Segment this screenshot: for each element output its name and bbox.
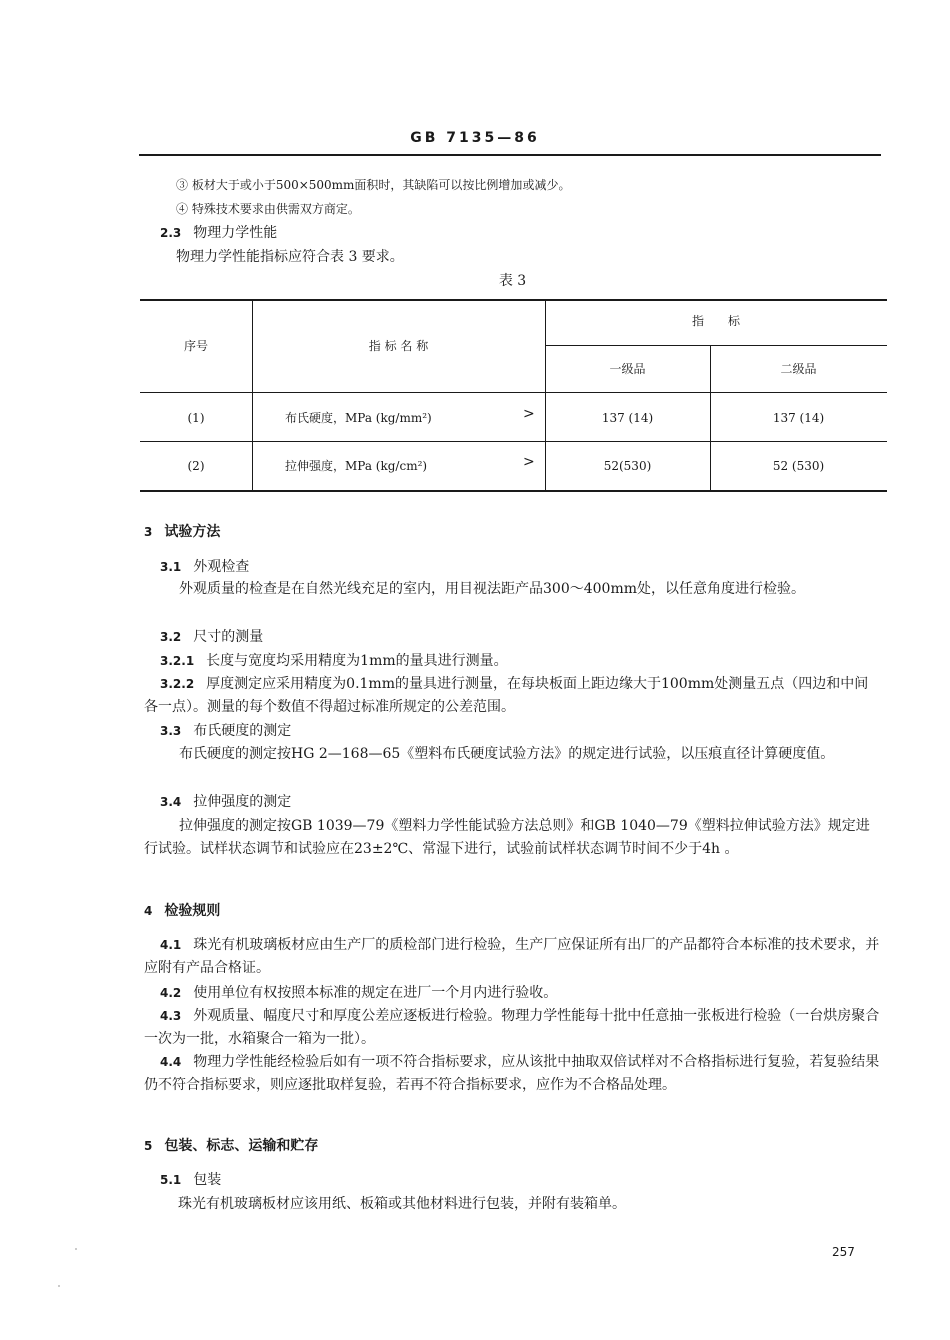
section-3-4-text: 拉伸强度的测定按GB 1039—79《塑料力学性能试验方法总则》和GB 1040—79《塑料拉伸试验方法》规定进行试验。试样状态调节和试验应在23±2℃、常湿下进行，试验前试样状态调节时间不少于4h 。 xyxy=(144,818,870,857)
section-4-3 xyxy=(144,1005,882,1051)
section-number: 4.3 xyxy=(160,1009,182,1023)
table-row-operator: > xyxy=(523,406,535,422)
section-text: 外观质量、幅度尺寸和厚度公差应逐板进行检验。物理力学性能每十批中任意抽一张板进行检验（一台烘房聚合一次为一批，水箱聚合一箱为一批）。 xyxy=(144,1008,880,1047)
section-3-2-1 xyxy=(160,650,508,672)
section-number: 4 xyxy=(144,904,153,918)
section-3-1-text: 外观质量的检查是在自然光线充足的室内，用目视法距产品300～400mm处，以任意角度进行检验。 xyxy=(179,581,805,597)
section-5-1-text: 珠光有机玻璃板材应该用纸、板箱或其他材料进行包装，并附有装箱单。 xyxy=(178,1196,626,1212)
table-header-name: 指 标 名 称 xyxy=(368,339,429,353)
standard-code-header: GB 7135—86 xyxy=(410,130,540,146)
section-title: 物理力学性能 xyxy=(193,225,278,241)
table-row-operator: > xyxy=(523,454,535,470)
section-number: 2.3 xyxy=(160,226,182,240)
section-3-4-heading xyxy=(160,791,291,813)
table-header-divider xyxy=(545,345,887,346)
section-title: 包装 xyxy=(193,1172,222,1188)
section-number: 3.4 xyxy=(160,795,182,809)
section-2-3-text: 物理力学性能指标应符合表 3 要求。 xyxy=(176,249,404,265)
section-number: 5.1 xyxy=(160,1173,182,1187)
section-4-heading xyxy=(144,900,220,922)
scan-speck xyxy=(58,1285,60,1287)
section-title: 外观检查 xyxy=(193,559,250,575)
section-number: 4.2 xyxy=(160,986,182,1000)
section-3-2-2 xyxy=(144,673,882,719)
section-5-1-heading xyxy=(160,1169,221,1191)
table-caption: 表 3 xyxy=(498,273,527,289)
section-number: 3 xyxy=(144,525,153,539)
table-row-grade2: 52 (530) xyxy=(772,459,825,473)
section-2-3-heading xyxy=(160,222,277,244)
section-number: 5 xyxy=(144,1139,153,1153)
section-number: 3.1 xyxy=(160,560,182,574)
table-row-grade1: 137 (14) xyxy=(601,411,654,425)
table-row-name: 拉伸强度，MPa (kg/cm²) xyxy=(285,459,428,473)
section-text: 长度与宽度均采用精度为1mm的量具进行测量。 xyxy=(206,653,508,669)
note-4: ④ 特殊技术要求由供需双方商定。 xyxy=(176,202,360,216)
header-rule xyxy=(139,154,881,156)
note-3: ③ 板材大于或小于500×500mm面积时，其缺陷可以按比例增加或减少。 xyxy=(176,178,571,192)
section-3-2-heading xyxy=(160,626,263,648)
section-title: 包装、标志、运输和贮存 xyxy=(164,1138,319,1154)
table-row-grade1: 52(530) xyxy=(603,459,652,473)
section-title: 检验规则 xyxy=(164,903,221,919)
section-number: 4.1 xyxy=(160,938,182,952)
section-3-3-text: 布氏硬度的测定按HG 2—168—65《塑料布氏硬度试验方法》的规定进行试验，以压痕直径计算硬度值。 xyxy=(179,746,835,762)
table-row-name: 布氏硬度，MPa (kg/mm²) xyxy=(285,411,432,425)
table-row-grade2: 137 (14) xyxy=(772,411,825,425)
section-text: 厚度测定应采用精度为0.1mm的量具进行测量，在每块板面上距边缘大于100mm处测量五点（四边和中间各一点）。测量的每个数值不得超过标准所规定的公差范围。 xyxy=(144,676,869,715)
table-header-grade2: 二级品 xyxy=(780,362,817,376)
table-header-index: 指 标 xyxy=(691,314,740,328)
table-header-seq: 序号 xyxy=(183,339,208,353)
section-number: 3.2 xyxy=(160,630,182,644)
section-3-heading xyxy=(144,521,220,543)
section-4-1 xyxy=(144,934,882,980)
section-4-4 xyxy=(144,1051,882,1097)
section-number: 3.2.1 xyxy=(160,654,195,668)
section-title: 试验方法 xyxy=(164,524,221,540)
section-text: 使用单位有权按照本标准的规定在进厂一个月内进行验收。 xyxy=(193,985,558,1001)
table-row-seq: (2) xyxy=(187,459,205,473)
section-title: 布氏硬度的测定 xyxy=(193,723,292,739)
section-title: 尺寸的测量 xyxy=(193,629,264,645)
section-text: 珠光有机玻璃板材应由生产厂的质检部门进行检验，生产厂应保证所有出厂的产品都符合本标准的技术要求，并应附有产品合格证。 xyxy=(144,937,880,976)
scan-speck xyxy=(75,1248,77,1250)
section-4-2 xyxy=(144,982,882,1005)
section-title: 拉伸强度的测定 xyxy=(193,794,292,810)
section-number: 4.4 xyxy=(160,1055,182,1069)
section-number: 3.2.2 xyxy=(160,677,195,691)
table-header-grade1: 一级品 xyxy=(609,362,646,376)
table-row-seq: (1) xyxy=(187,411,205,425)
section-number: 3.3 xyxy=(160,724,182,738)
section-3-3-heading xyxy=(160,720,291,742)
section-3-1-heading xyxy=(160,556,249,578)
section-text: 物理力学性能经检验后如有一项不符合指标要求，应从该批中抽取双倍试样对不合格指标进行复验，若复验结果仍不符合指标要求，则应逐批取样复验，若再不符合指标要求，应作为不合格品处理。 xyxy=(144,1054,880,1093)
page-number: 257 xyxy=(832,1245,855,1259)
table-col-divider xyxy=(252,300,253,491)
section-5-heading xyxy=(144,1135,318,1157)
